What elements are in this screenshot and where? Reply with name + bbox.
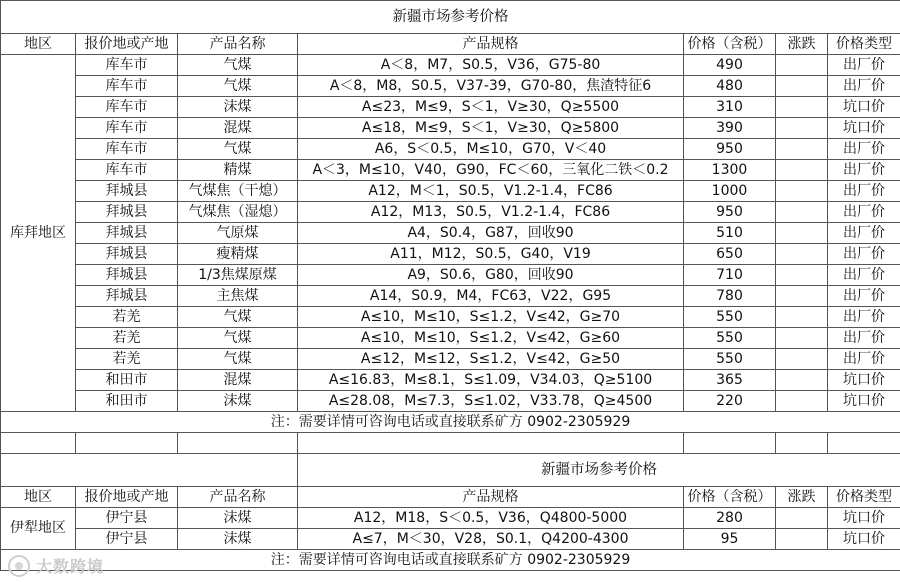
header-type: 价格类型 <box>828 34 900 55</box>
type-cell: 出厂价 <box>828 307 900 328</box>
product-cell: 沫煤 <box>178 508 298 529</box>
place-cell: 拜城县 <box>76 223 178 244</box>
blank-cell <box>828 433 900 454</box>
spec-cell: A≤18，M≤9，S＜1，V≥30，Q≥5800 <box>298 118 684 139</box>
price-cell: 550 <box>684 307 776 328</box>
price-cell: 1000 <box>684 181 776 202</box>
product-cell: 混煤 <box>178 370 298 391</box>
place-cell: 若羌 <box>76 349 178 370</box>
note-text: 注：需要详情可咨询电话或直接联系矿方 0902-2305929 <box>1 412 900 433</box>
spec-cell: A＜8，M8，S0.5，V37-39，G70-80，焦渣特征6 <box>298 76 684 97</box>
spec-cell: A≤12，M≤12，S≤1.2，V≤42，G≥50 <box>298 349 684 370</box>
price-cell: 220 <box>684 391 776 412</box>
price-cell: 95 <box>684 529 776 550</box>
change-cell <box>776 307 828 328</box>
table-title-2: 新疆市场参考价格 <box>298 454 900 487</box>
price-cell: 780 <box>684 286 776 307</box>
spec-cell: A14，S0.9，M4，FC63，V22，G95 <box>298 286 684 307</box>
blank-cell <box>178 433 298 454</box>
place-cell: 拜城县 <box>76 181 178 202</box>
place-cell: 拜城县 <box>76 265 178 286</box>
header-price: 价格（含税） <box>684 487 776 508</box>
place-cell: 若羌 <box>76 328 178 349</box>
table-row <box>1 307 900 328</box>
type-cell: 出厂价 <box>828 181 900 202</box>
table-row <box>1 160 900 181</box>
blank-cell <box>1 433 76 454</box>
product-cell: 气原煤 <box>178 223 298 244</box>
change-cell <box>776 76 828 97</box>
product-cell: 气煤焦（干熄） <box>178 181 298 202</box>
note-row <box>1 412 900 433</box>
header-price: 价格（含税） <box>684 34 776 55</box>
type-cell: 出厂价 <box>828 244 900 265</box>
type-cell: 出厂价 <box>828 76 900 97</box>
price-cell: 365 <box>684 370 776 391</box>
table-row <box>1 391 900 412</box>
product-cell: 瘦精煤 <box>178 244 298 265</box>
spec-cell: A4，S0.4，G87，回收90 <box>298 223 684 244</box>
place-cell: 库车市 <box>76 97 178 118</box>
blank-cell <box>298 433 684 454</box>
blank-cell <box>776 433 828 454</box>
type-cell: 坑口价 <box>828 529 900 550</box>
note-row-2 <box>1 550 900 571</box>
table-row <box>1 97 900 118</box>
change-cell <box>776 349 828 370</box>
title-row-2 <box>1 454 900 487</box>
change-cell <box>776 391 828 412</box>
table-row <box>1 181 900 202</box>
product-cell: 气煤 <box>178 139 298 160</box>
blank-cell <box>684 433 776 454</box>
change-cell <box>776 508 828 529</box>
title-row <box>1 1 900 34</box>
change-cell <box>776 160 828 181</box>
spec-cell: A≤10，M≤10，S≤1.2，V≤42，G≥60 <box>298 328 684 349</box>
price-cell: 480 <box>684 76 776 97</box>
product-cell: 混煤 <box>178 118 298 139</box>
place-cell: 库车市 <box>76 139 178 160</box>
spec-cell: A11，M12，S0.5，G40，V19 <box>298 244 684 265</box>
change-cell <box>776 202 828 223</box>
product-cell: 气煤 <box>178 307 298 328</box>
header-type: 价格类型 <box>828 487 900 508</box>
table-row <box>1 508 900 529</box>
price-cell: 950 <box>684 202 776 223</box>
price-cell: 280 <box>684 508 776 529</box>
change-cell <box>776 265 828 286</box>
blank-row <box>1 433 900 454</box>
product-cell: 沫煤 <box>178 97 298 118</box>
header-region: 地区 <box>1 487 76 508</box>
region-cell: 伊犁地区 <box>1 508 76 550</box>
type-cell: 出厂价 <box>828 286 900 307</box>
product-cell: 沫煤 <box>178 391 298 412</box>
product-cell: 气煤 <box>178 55 298 76</box>
product-cell: 精煤 <box>178 160 298 181</box>
change-cell <box>776 139 828 160</box>
header-place: 报价地或产地 <box>76 34 178 55</box>
spec-cell: A≤10，M≤10，S≤1.2，V≤42，G≥70 <box>298 307 684 328</box>
spec-cell: A12，M13，S0.5，V1.2-1.4，FC86 <box>298 202 684 223</box>
product-cell: 气煤 <box>178 349 298 370</box>
table-row <box>1 55 900 76</box>
price-cell: 310 <box>684 97 776 118</box>
place-cell: 拜城县 <box>76 202 178 223</box>
header-change: 涨跌 <box>776 34 828 55</box>
note-text-2: 注：需要详情可咨询电话或直接联系矿方 0902-2305929 <box>1 550 900 571</box>
price-cell: 550 <box>684 328 776 349</box>
place-cell: 和田市 <box>76 391 178 412</box>
watermark-text: 大数跨境 <box>36 557 105 576</box>
place-cell: 库车市 <box>76 160 178 181</box>
product-cell: 1/3焦煤原煤 <box>178 265 298 286</box>
blank-cell <box>76 433 178 454</box>
change-cell <box>776 244 828 265</box>
place-cell: 若羌 <box>76 307 178 328</box>
price-cell: 1300 <box>684 160 776 181</box>
table-row <box>1 286 900 307</box>
table-row <box>1 529 900 550</box>
type-cell: 坑口价 <box>828 97 900 118</box>
table-row <box>1 349 900 370</box>
change-cell <box>776 370 828 391</box>
product-cell: 主焦煤 <box>178 286 298 307</box>
table-row <box>1 265 900 286</box>
type-cell: 坑口价 <box>828 370 900 391</box>
header-product: 产品名称 <box>178 487 298 508</box>
type-cell: 出厂价 <box>828 160 900 181</box>
change-cell <box>776 118 828 139</box>
header-spec: 产品规格 <box>298 34 684 55</box>
header-spec: 产品规格 <box>298 487 684 508</box>
type-cell: 坑口价 <box>828 118 900 139</box>
place-cell: 伊宁县 <box>76 508 178 529</box>
place-cell: 伊宁县 <box>76 529 178 550</box>
type-cell: 出厂价 <box>828 223 900 244</box>
spec-cell: A9，S0.6，G80，回收90 <box>298 265 684 286</box>
spec-cell: A≤28.08，M≤7.3，S≤1.02，V33.78，Q≥4500 <box>298 391 684 412</box>
table-row <box>1 223 900 244</box>
blank-title-cell <box>1 454 298 487</box>
change-cell <box>776 328 828 349</box>
place-cell: 库车市 <box>76 55 178 76</box>
type-cell: 出厂价 <box>828 265 900 286</box>
change-cell <box>776 55 828 76</box>
product-cell: 气煤焦（湿熄） <box>178 202 298 223</box>
price-cell: 490 <box>684 55 776 76</box>
place-cell: 拜城县 <box>76 244 178 265</box>
table-row <box>1 139 900 160</box>
header-place: 报价地或产地 <box>76 487 178 508</box>
spec-cell: A＜3，M≤10，V40，G90，FC＜60，三氧化二铁＜0.2 <box>298 160 684 181</box>
price-cell: 650 <box>684 244 776 265</box>
region-cell: 库拜地区 <box>1 55 76 412</box>
type-cell: 出厂价 <box>828 202 900 223</box>
type-cell: 出厂价 <box>828 139 900 160</box>
table-row <box>1 370 900 391</box>
type-cell: 出厂价 <box>828 349 900 370</box>
header-row-2 <box>1 487 900 508</box>
header-row <box>1 34 900 55</box>
header-change: 涨跌 <box>776 487 828 508</box>
place-cell: 库车市 <box>76 118 178 139</box>
change-cell <box>776 529 828 550</box>
price-cell: 710 <box>684 265 776 286</box>
price-cell: 510 <box>684 223 776 244</box>
place-cell: 和田市 <box>76 370 178 391</box>
spec-cell: A12，M18，S＜0.5，V36，Q4800-5000 <box>298 508 684 529</box>
type-cell: 坑口价 <box>828 391 900 412</box>
type-cell: 出厂价 <box>828 328 900 349</box>
price-cell: 550 <box>684 349 776 370</box>
price-cell: 950 <box>684 139 776 160</box>
change-cell <box>776 181 828 202</box>
table-row <box>1 328 900 349</box>
product-cell: 气煤 <box>178 328 298 349</box>
change-cell <box>776 223 828 244</box>
spec-cell: A≤7，M＜30，V28，S0.1，Q4200-4300 <box>298 529 684 550</box>
header-product: 产品名称 <box>178 34 298 55</box>
product-cell: 沫煤 <box>178 529 298 550</box>
table-row <box>1 118 900 139</box>
spec-cell: A≤23，M≤9，S＜1，V≥30，Q≥5500 <box>298 97 684 118</box>
price-cell: 390 <box>684 118 776 139</box>
spec-cell: A12，M＜1，S0.5，V1.2-1.4，FC86 <box>298 181 684 202</box>
table-row <box>1 202 900 223</box>
table-title: 新疆市场参考价格 <box>1 1 900 34</box>
type-cell: 坑口价 <box>828 508 900 529</box>
table-row <box>1 76 900 97</box>
header-region: 地区 <box>1 34 76 55</box>
type-cell: 出厂价 <box>828 55 900 76</box>
place-cell: 库车市 <box>76 76 178 97</box>
spec-cell: A6，S＜0.5，M≤10，G70，V＜40 <box>298 139 684 160</box>
change-cell <box>776 97 828 118</box>
product-cell: 气煤 <box>178 76 298 97</box>
table-row <box>1 244 900 265</box>
spec-cell: A＜8，M7，S0.5，V36，G75-80 <box>298 55 684 76</box>
spec-cell: A≤16.83，M≤8.1，S≤1.09，V34.03，Q≥5100 <box>298 370 684 391</box>
place-cell: 拜城县 <box>76 286 178 307</box>
change-cell <box>776 286 828 307</box>
